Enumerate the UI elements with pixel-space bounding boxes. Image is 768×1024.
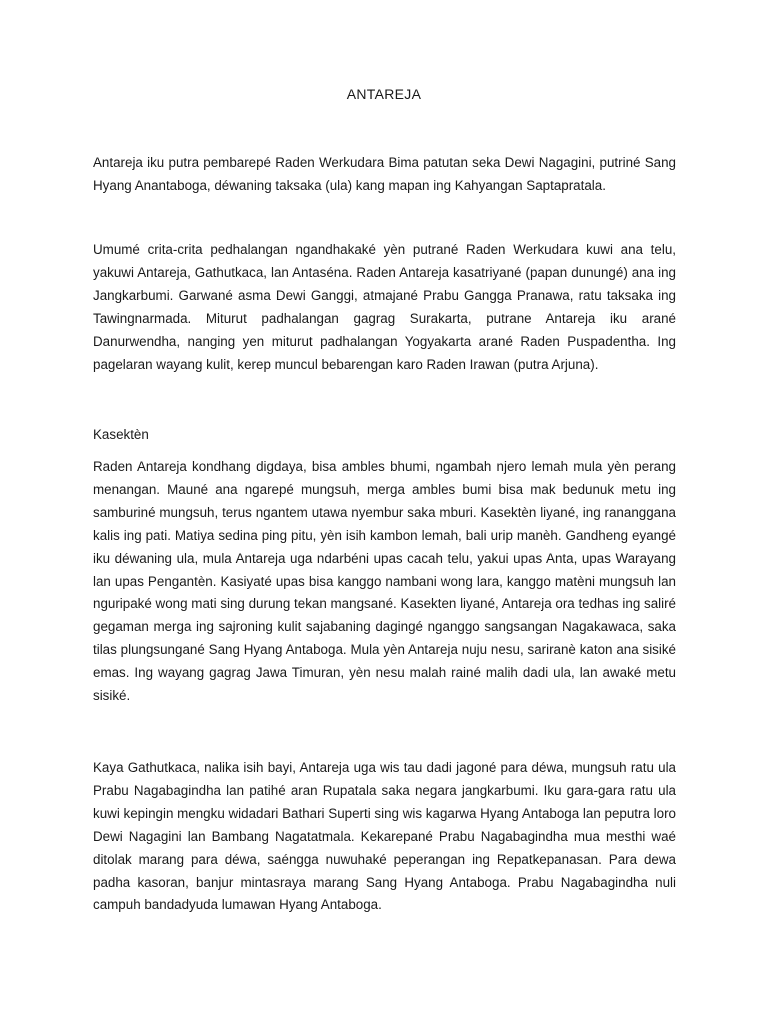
paragraph-text: Antareja iku putra pembarepé Raden Werkudara Bima patutan seka Dewi Nagagini, putriné Sang Hyang Anantaboga, déwaning taksaka (ula) kang mapan ing Kahyangan Saptapratala. — [93, 155, 676, 193]
paragraph-family — [93, 239, 676, 376]
paragraph-text: Kaya Gathutkaca, nalika isih bayi, Antareja uga wis tau dadi jagoné para déwa, mungsuh ratu ula Prabu Nagabagindha lan patihé aran Rupatala saka negara jangkarbumi. Iku gara-gara ratu ula kuwi kepingin mengku widadari Bathari Superti sing wis kagarwa Hyang Antaboga lan peputra loro Dewi Nagagini lan Bambang Nagatatmala. Kekarepané Prabu Nagabagindha mua mesthi waé ditolak marang para déwa, saéngga nuwuhaké peperangan ing Repatkepanasan. Para dewa padha kasoran, banjur mintasraya marang Sang Hyang Antaboga. Prabu Nagabagindha nuli campuh bandadyuda lumawan Hyang Antaboga. — [93, 760, 676, 913]
section-heading — [93, 424, 676, 447]
paragraph-text: Umumé crita-crita pedhalangan ngandhakaké yèn putrané Raden Werkudara kuwi ana telu, yakuwi Antareja, Gathutkaca, lan Antaséna. Raden Antareja kasatriyané (papan dunungé) ana ing Jangkarbumi. Garwané asma Dewi Ganggi, atmajané Prabu Gangga Pranawa, ratu taksaka ing Tawingnarmada. Miturut padhalangan gagrag Surakarta, putrane Antareja iku arané Danurwendha, nanging yen miturut padhalangan Yogyakarta arané Raden Puspadentha. Ing pagelaran wayang kulit, kerep muncul bebarengan karo Raden Irawan (putra Arjuna). — [93, 242, 676, 372]
paragraph-intro — [93, 152, 676, 198]
paragraph-text: Raden Antareja kondhang digdaya, bisa ambles bhumi, ngambah njero lemah mula yèn perang menangan. Mauné ana ngarepé mungsuh, merga ambles bumi bisa mak bedunuk metu ing samburiné mungsuh, terus ngantem utawa nyembur saka mburi. Kasektèn liyané, ing rananggana kalis ing pati. Matiya sedina ping pitu, yèn isih kambon lemah, bali urip manèh. Gandheng eyangé iku déwaning ula, mula Antareja uga ndarbéni upas cacah telu, yakui upas Anta, upas Warayang lan upas Pengantèn. Kasiyaté upas bisa kanggo nambani wong lara, kanggo matèni mungsuh lan nguripaké wong mati sing durung tekan mangsané. Kasekten liyané, Antareja ora tedhas ing saliré gegaman merga ing sajroning kulit sajabaning dagingé nganggo sangsangan Nagakawaca, saka tilas plungsungané Sang Hyang Antaboga. Mula yèn Antareja nuju nesu, sariranè katon ana sisiké emas. Ing wayang gagrag Jawa Timuran, yèn nesu malah rainé malih dadi ula, lan awaké metu sisiké. — [93, 459, 676, 704]
paragraph-powers — [93, 456, 676, 708]
paragraph-story — [93, 757, 676, 917]
section-heading-text: Kasektèn — [93, 427, 149, 442]
document-title: ANTAREJA — [346, 86, 422, 102]
